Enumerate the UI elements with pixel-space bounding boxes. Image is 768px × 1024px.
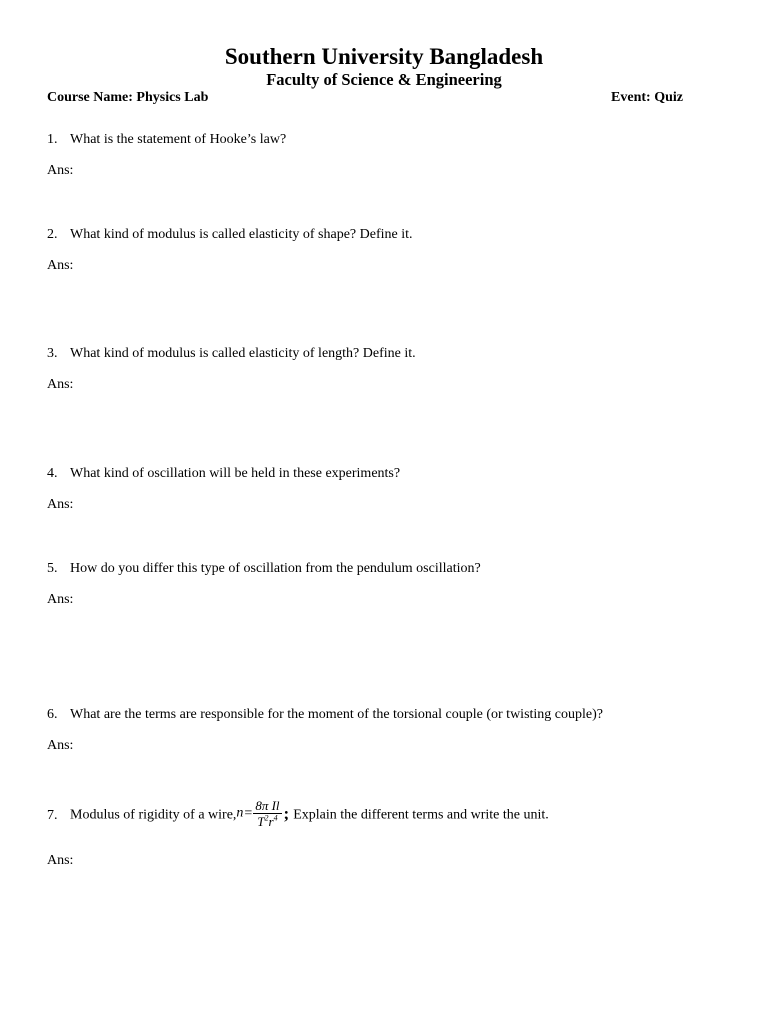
answer-label-1: Ans: [47,163,74,178]
faculty-subtitle: Faculty of Science & Engineering [266,70,502,89]
formula-separator: ; [283,803,290,823]
formula-fraction [253,798,281,829]
question-number: 3. [47,346,58,361]
question-7 [47,800,549,831]
answer-label-2: Ans: [47,258,74,273]
rigidity-formula [236,798,293,829]
question-6 [47,706,603,724]
question-text: Modulus of rigidity of a wire, [70,807,237,823]
formula-T-exponent: 2 [264,813,269,823]
formula-r-exponent: 4 [273,813,278,823]
question-text: What is the statement of Hooke’s law? [70,132,287,147]
question-number: 5. [47,561,58,576]
course-name: Course Name: Physics Lab [47,90,209,105]
question-4 [47,465,400,483]
question-text-after: Explain the different terms and write the unit. [293,807,549,823]
formula-T: T [257,814,265,829]
question-3 [47,345,416,363]
university-title: Southern University Bangladesh [224,44,544,69]
answer-label-4: Ans: [47,497,74,512]
question-5 [47,560,481,578]
question-number: 7. [47,807,58,823]
question-number: 1. [47,132,58,147]
formula-denominator [253,814,281,829]
question-number: 6. [47,707,58,722]
question-2 [47,226,413,244]
question-1 [47,131,286,149]
formula-lhs: n [236,805,244,821]
event-name: Event: Quiz [611,90,683,105]
question-number: 4. [47,466,58,481]
answer-label-6: Ans: [47,738,74,753]
question-text: How do you differ this type of oscillation from the pendulum oscillation? [70,561,481,576]
question-text: What are the terms are responsible for the moment of the torsional couple (or twisting couple)? [70,707,603,722]
formula-equals: = [244,805,253,821]
formula-r: r [268,814,274,829]
question-text: What kind of oscillation will be held in these experiments? [70,466,401,481]
question-text: What kind of modulus is called elasticity of length? Define it. [70,346,416,361]
answer-label-3: Ans: [47,377,74,392]
answer-label-7: Ans: [47,853,74,868]
question-text: What kind of modulus is called elasticity of shape? Define it. [70,227,413,242]
question-number: 2. [47,227,58,242]
formula-numerator: 8π Il [255,798,280,813]
answer-label-5: Ans: [47,592,74,607]
